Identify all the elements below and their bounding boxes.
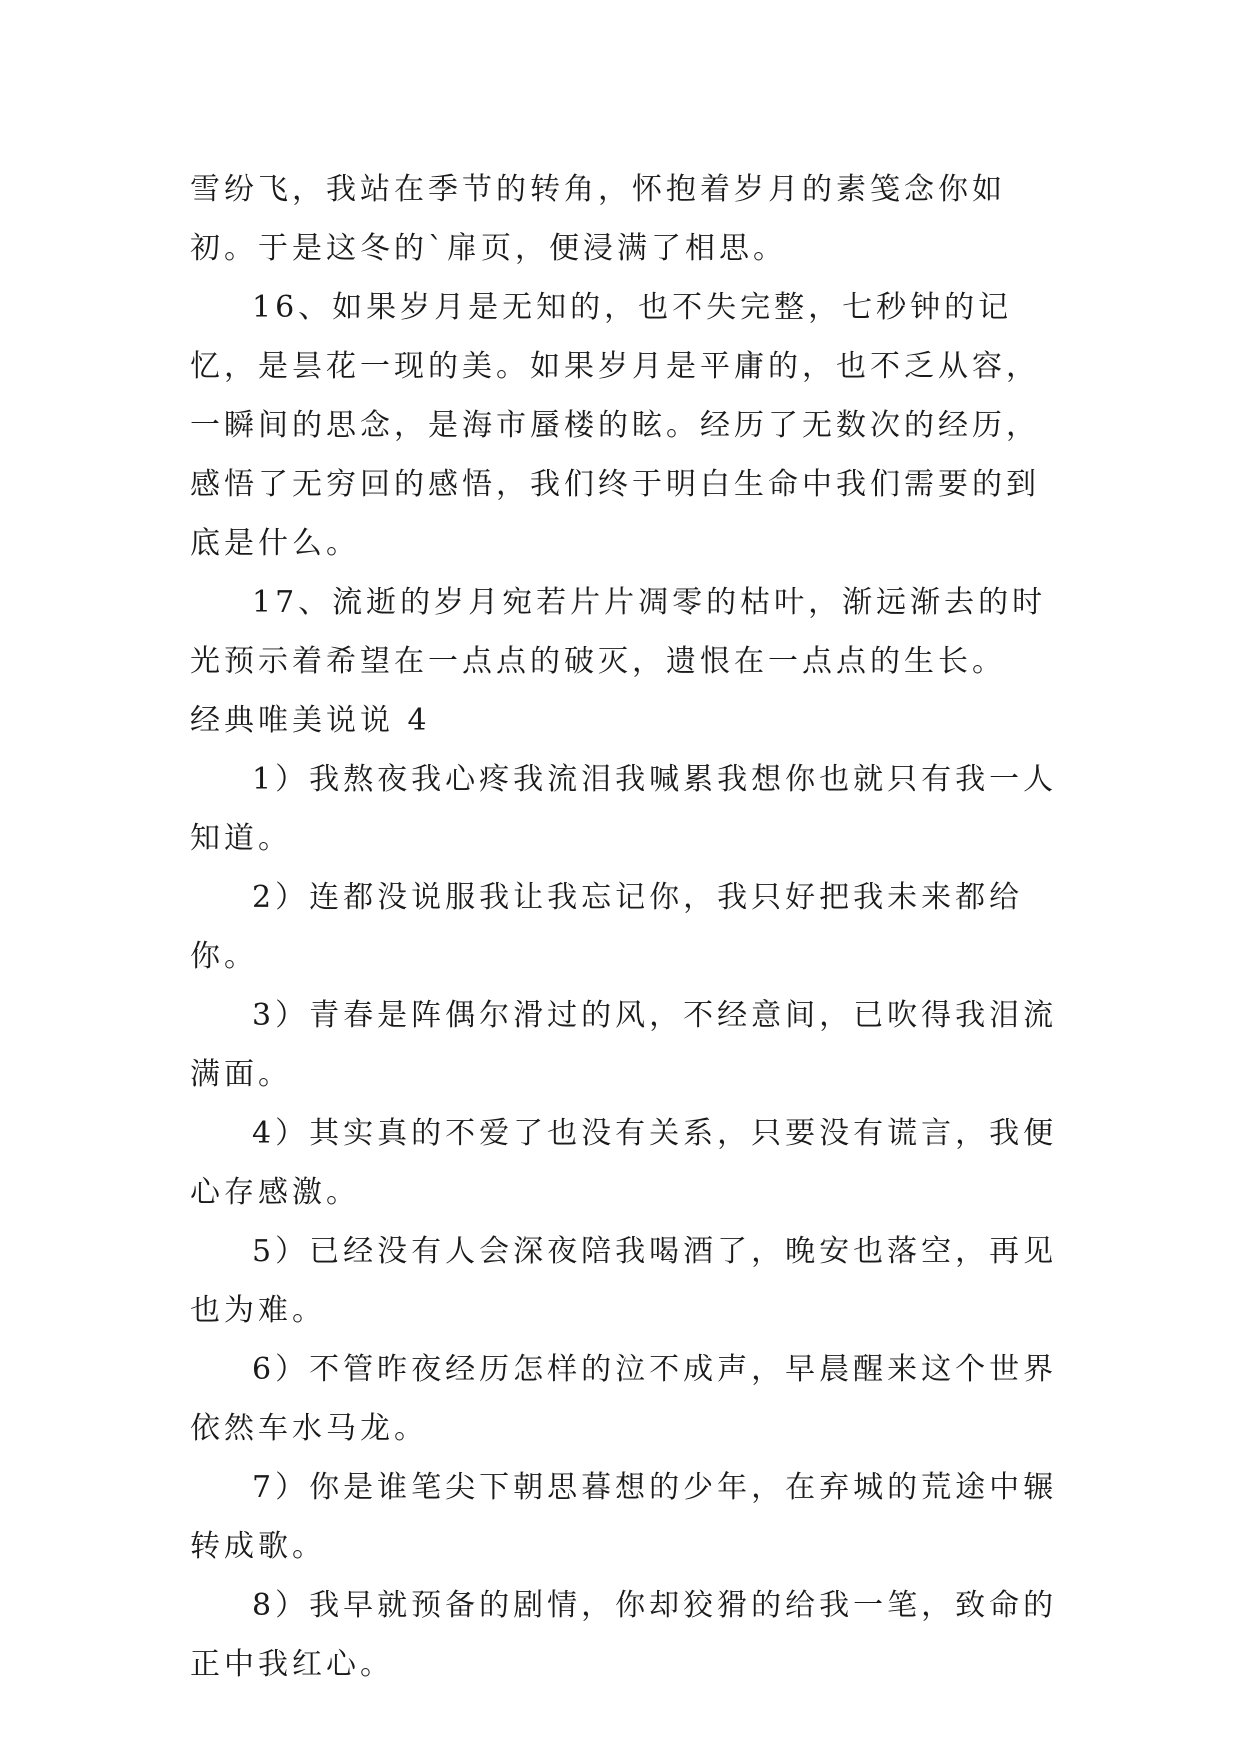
- quote-item-4: 4）其实真的不爱了也没有关系，只要没有谎言，我便心存感激。: [190, 1116, 1058, 1210]
- paragraph-item-17: 17、流逝的岁月宛若片片凋零的枯叶，渐远渐去的时光预示着希望在一点点的破灭，遗恨在一点点的生长。: [190, 585, 1047, 679]
- quote-item-7: 7）你是谁笔尖下朝思暮想的少年，在弃城的荒途中辗转成歌。: [190, 1470, 1058, 1564]
- quote-item-5: 5）已经没有人会深夜陪我喝酒了，晚安也落空，再见也为难。: [190, 1234, 1058, 1328]
- quote-item-8: 8）我早就预备的剧情，你却狡猾的给我一笔，致命的正中我红心。: [190, 1588, 1058, 1682]
- quote-item-2: 2）连都没说服我让我忘记你，我只好把我未来都给你。: [190, 880, 1024, 974]
- section-heading: 经典唯美说说 4: [190, 703, 431, 738]
- quote-item-3: 3）青春是阵偶尔滑过的风，不经意间，已吹得我泪流满面。: [190, 998, 1058, 1092]
- quote-item-1: 1）我熬夜我心疼我流泪我喊累我想你也就只有我一人知道。: [190, 762, 1058, 856]
- paragraph-item-16: 16、如果岁月是无知的，也不失完整，七秒钟的记忆，是昙花一现的美。如果岁月是平庸的，也不乏从容，一瞬间的思念，是海市蜃楼的眩。经历了无数次的经历，感悟了无穷回的感悟，我们终于明白生命中我们需要的到底是什么。: [190, 290, 1040, 561]
- quote-item-6: 6）不管昨夜经历怎样的泣不成声，早晨醒来这个世界依然车水马龙。: [190, 1352, 1058, 1446]
- document-body: [190, 160, 1070, 1694]
- paragraph-continuation: 雪纷飞，我站在季节的转角，怀抱着岁月的素笺念你如初。于是这冬的`扉页，便浸满了相思。: [190, 172, 1006, 266]
